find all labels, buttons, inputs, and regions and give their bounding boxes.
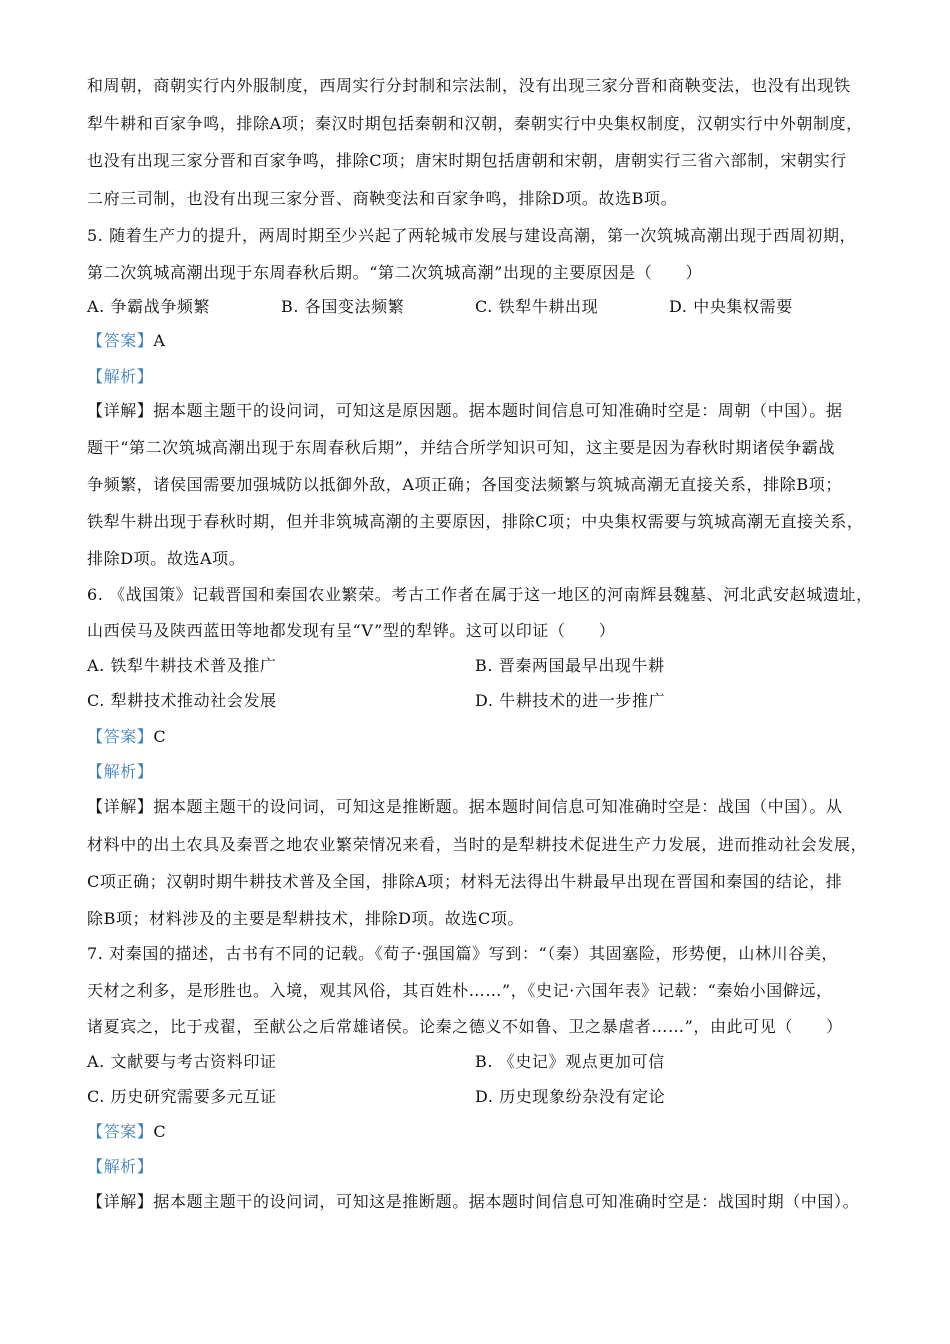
q5-stem-line: 第二次筑城高潮出现于东周春秋后期。“第二次筑城高潮”出现的主要原因是（ ）	[87, 263, 703, 282]
q5-detail-line: 题干“第二次筑城高潮出现于东周春秋后期”，并结合所学知识可知，这主要是因为春秋时期诸侯争霸战	[87, 438, 835, 457]
q7-option-d: D. 历史现象纷杂没有定论	[475, 1087, 666, 1106]
q7-detail-first: 据本题主题干的设问词，可知这是推断题。据本题时间信息可知准确时空是：战国时期（中国）。	[153, 1192, 860, 1211]
q5-stem-line: 5. 随着生产力的提升，两周时期至少兴起了两轮城市发展与建设高潮，第一次筑城高潮出现于西周初期，	[87, 226, 857, 245]
q5-option-b: B. 各国变法频繁	[281, 297, 405, 316]
q5-detail-first: 据本题主题干的设问词，可知这是原因题。据本题时间信息可知准确时空是：周朝（中国）。据	[153, 401, 843, 420]
prev-explanation-line: 也没有出现三家分晋和百家争鸣，排除C项；唐宋时期包括唐朝和宋朝，唐朝实行三省六部制，宋朝实行	[87, 151, 847, 170]
prev-explanation-line: 二府三司制，也没有出现三家分晋、商鞅变法和百家争鸣，排除D项。故选B项。	[87, 189, 678, 208]
q6-option-c: C. 犁耕技术推动社会发展	[87, 691, 277, 710]
q6-detail-line: 材料中的出土农具及秦晋之地农业繁荣情况来看，当时的是犁耕技术促进生产力发展，进而推动社会发展，	[87, 835, 868, 854]
analysis-label: 【解析】	[87, 367, 154, 386]
detail-label: 【详解】	[87, 401, 154, 420]
prev-explanation-line: 和周朝，商朝实行内外服制度，西周实行分封制和宗法制，没有出现三家分晋和商鞅变法，也没有出现铁	[87, 76, 851, 95]
q7-option-b: B. 《史记》观点更加可信	[475, 1052, 665, 1071]
analysis-label: 【解析】	[87, 1157, 154, 1176]
q6-detail-line	[87, 796, 843, 818]
analysis-label: 【解析】	[87, 762, 154, 781]
q7-stem-line: 诸夏宾之，比于戎翟，至献公之后常雄诸侯。论秦之德义不如鲁、卫之暴虐者……”，由此可见（ ）	[87, 1017, 843, 1036]
q7-stem-line: 7. 对秦国的描述，古书有不同的记载。《荀子·强国篇》写到：“（秦）其固塞险，形势便，山林川谷美，	[87, 944, 839, 963]
answer-label: 【答案】	[87, 727, 154, 746]
q7-stem-line: 天材之利多，是形胜也。入境，观其风俗，其百姓朴……”，《史记·六国年表》记载：“秦始小国僻远，	[87, 981, 833, 1000]
q6-stem-line: 山西侯马及陕西蓝田等地都发现有呈“V”型的犁铧。这可以印证（ ）	[87, 621, 616, 640]
q6-detail-first: 据本题主题干的设问词，可知这是推断题。据本题时间信息可知准确时空是：战国（中国）。从	[153, 797, 843, 816]
answer-label: 【答案】	[87, 331, 154, 350]
q5-detail-line: 排除D项。故选A项。	[87, 549, 246, 568]
q6-answer	[87, 726, 166, 748]
q7-option-a: A. 文献要与考古资料印证	[87, 1052, 277, 1071]
q6-stem-line: 6. 《战国策》记载晋国和秦国农业繁荣。考古工作者在属于这一地区的河南辉县魏墓、河北武安赵城遗址，	[87, 585, 873, 604]
q6-answer-value: C	[153, 727, 167, 746]
q7-answer-value: C	[153, 1122, 167, 1141]
q7-option-c: C. 历史研究需要多元互证	[87, 1087, 277, 1106]
q6-detail-line: C项正确；汉朝时期牛耕技术普及全国，排除A项；材料无法得出牛耕最早出现在晋国和秦国的结论，排	[87, 872, 843, 891]
q6-option-a: A. 铁犁牛耕技术普及推广	[87, 656, 277, 675]
q7-answer	[87, 1121, 166, 1143]
q5-detail-line: 争频繁，诸侯国需要加强城防以抵御外敌，A项正确；各国变法频繁与筑城高潮无直接关系，排除B项；	[87, 475, 842, 494]
q6-option-b: B. 晋秦两国最早出现牛耕	[475, 656, 665, 675]
q6-option-d: D. 牛耕技术的进一步推广	[475, 691, 666, 710]
q5-detail-line	[87, 400, 843, 422]
q5-option-c: C. 铁犁牛耕出现	[475, 297, 599, 316]
q6-analysis-label	[87, 761, 153, 783]
q5-option-a: A. 争霸战争频繁	[87, 297, 211, 316]
answer-label: 【答案】	[87, 1122, 154, 1141]
q5-answer	[87, 330, 166, 352]
detail-label: 【详解】	[87, 797, 154, 816]
q5-option-d: D. 中央集权需要	[669, 297, 793, 316]
q6-detail-line: 除B项；材料涉及的主要是犁耕技术，排除D项。故选C项。	[87, 909, 525, 928]
q5-detail-line: 铁犁牛耕出现于春秋时期，但并非筑城高潮的主要原因，排除C项；中央集权需要与筑城高潮无直接关系，	[87, 512, 864, 531]
q5-analysis-label	[87, 366, 153, 388]
q7-detail-line	[87, 1191, 859, 1213]
prev-explanation-line: 犁牛耕和百家争鸣，排除A项；秦汉时期包括秦朝和汉朝，秦朝实行中央集权制度，汉朝实行中外朝制度，	[87, 114, 863, 133]
q7-analysis-label	[87, 1156, 153, 1178]
detail-label: 【详解】	[87, 1192, 154, 1211]
q5-answer-value: A	[153, 331, 166, 350]
